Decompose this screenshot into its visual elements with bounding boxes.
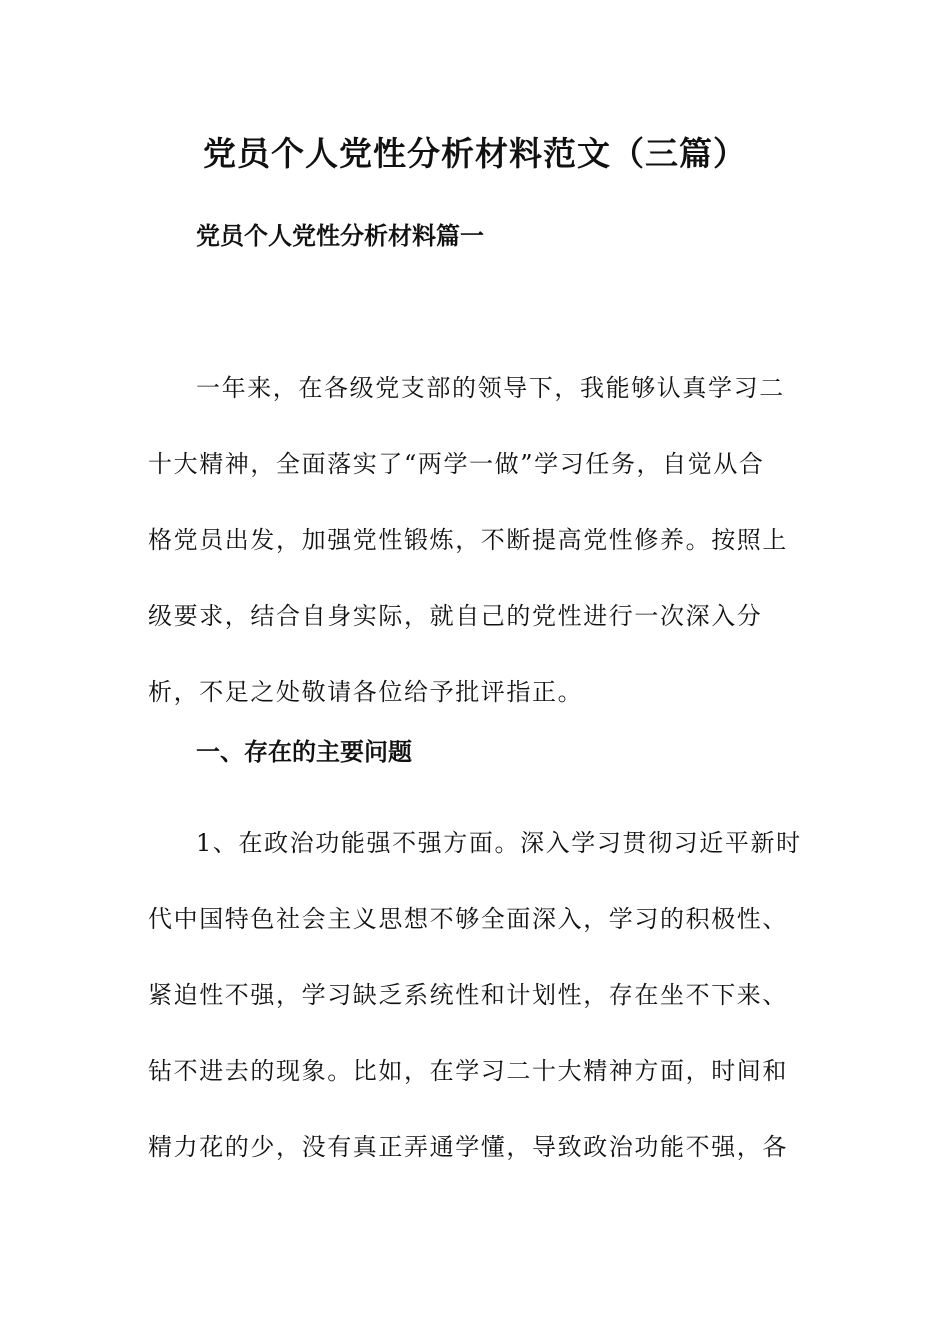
item-1-paragraph	[148, 805, 808, 1185]
paragraph-line: 级要求，结合自身实际，就自己的党性进行一次深入分	[148, 602, 763, 630]
section-title: 党员个人党性分析材料篇一	[196, 221, 484, 250]
paragraph-line: 精力花的少，没有真正弄通学懂，导致政治功能不强，各	[148, 1133, 788, 1161]
paragraph-line: 钻不进去的现象。比如，在学习二十大精神方面，时间和	[148, 1057, 788, 1085]
paragraph-line: 析，不足之处敬请各位给予批评指正。	[148, 678, 584, 706]
intro-paragraph	[148, 350, 808, 730]
document-title: 党员个人党性分析材料范文（三篇）	[203, 134, 747, 173]
paragraph-line: 代中国特色社会主义思想不够全面深入，学习的积极性、	[148, 905, 788, 933]
heading-main-problems: 一、存在的主要问题	[196, 737, 412, 766]
paragraph-line: 十大精神，全面落实了“两学一做”学习任务，自觉从合	[148, 450, 765, 478]
paragraph-line: 一年来，在各级党支部的领导下，我能够认真学习二	[196, 374, 785, 402]
paragraph-line: 紧迫性不强，学习缺乏系统性和计划性，存在坐不下来、	[148, 981, 788, 1009]
paragraph-line: 1、在政治功能强不强方面。深入学习贯彻习近平新时	[196, 829, 802, 857]
paragraph-line: 格党员出发，加强党性锻炼，不断提高党性修养。按照上	[148, 526, 788, 554]
